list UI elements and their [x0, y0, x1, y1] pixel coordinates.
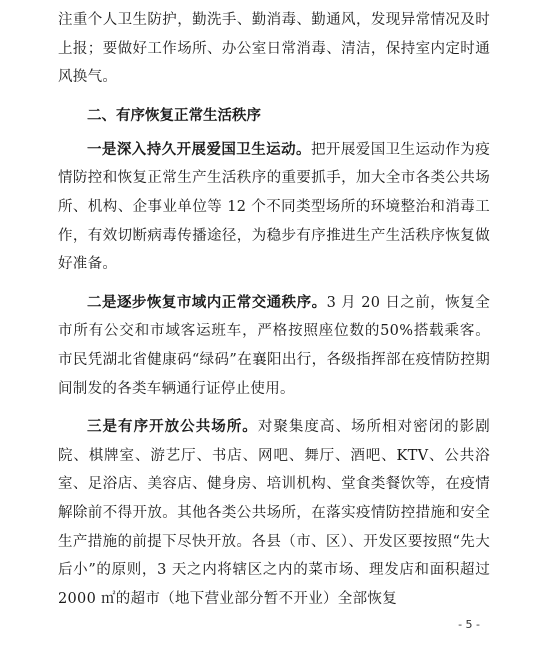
- page-number: - 5 -: [458, 618, 480, 631]
- document-body: [58, 6, 490, 623]
- paragraph-item-2: [58, 289, 490, 403]
- item-text: 把开展爱国卫生运动作为疫情防控和恢复正常生产生活秩序的重要抓手，加大全市各类公共场所、机构、企事业单位等 12 个不同类型场所的环境整治和消毒工作，有效切断病毒传播途径，为稳步有序推进生产生活秩序恢复做好准备。: [58, 141, 491, 273]
- item-lead: 三是有序开放公共场所。: [87, 418, 258, 436]
- item-lead: 二是逐步恢复市域内正常交通秩序。: [87, 293, 327, 311]
- item-text: 3 月 20 日之前，恢复全市所有公交和市域客运班车，严格按照座位数的50%搭载乘客。市民凭湖北省健康码“绿码”在襄阳出行，各级指挥部在疫情防控期间制发的各类车辆通行证停止使用。: [58, 294, 490, 397]
- item-lead: 一是深入持久开展爱国卫生运动。: [87, 140, 311, 158]
- item-text: 对聚集度高、场所相对密闭的影剧院、棋牌室、游艺厅、书店、网吧、舞厅、酒吧、KTV、公共浴室、足浴店、美容店、健身房、培训机构、堂食类餐饮等，在疫情解除前不得开放。其他各类公共场所，在落实疫情防控措施和安全生产措施的前提下尽快开放。各县（市、区）、开发区要按照“先大后小”的原则，3 天之内将辖区之内的菜市场、理发店和面积超过 2000 ㎡的超市（地下营业部分暂不开业）全部恢复: [58, 419, 490, 607]
- paragraph-item-3: [58, 413, 490, 613]
- paragraph-item-1: [58, 136, 490, 279]
- section-heading: 二、有序恢复正常生活秩序: [87, 107, 261, 124]
- paragraph-hygiene-continued: [58, 6, 490, 92]
- paragraph-text: 注重个人卫生防护，勤洗手、勤消毒、勤通风，发现异常情况及时上报；要做好工作场所、办公室日常消毒、清洁，保持室内定时通风换气。: [58, 12, 490, 86]
